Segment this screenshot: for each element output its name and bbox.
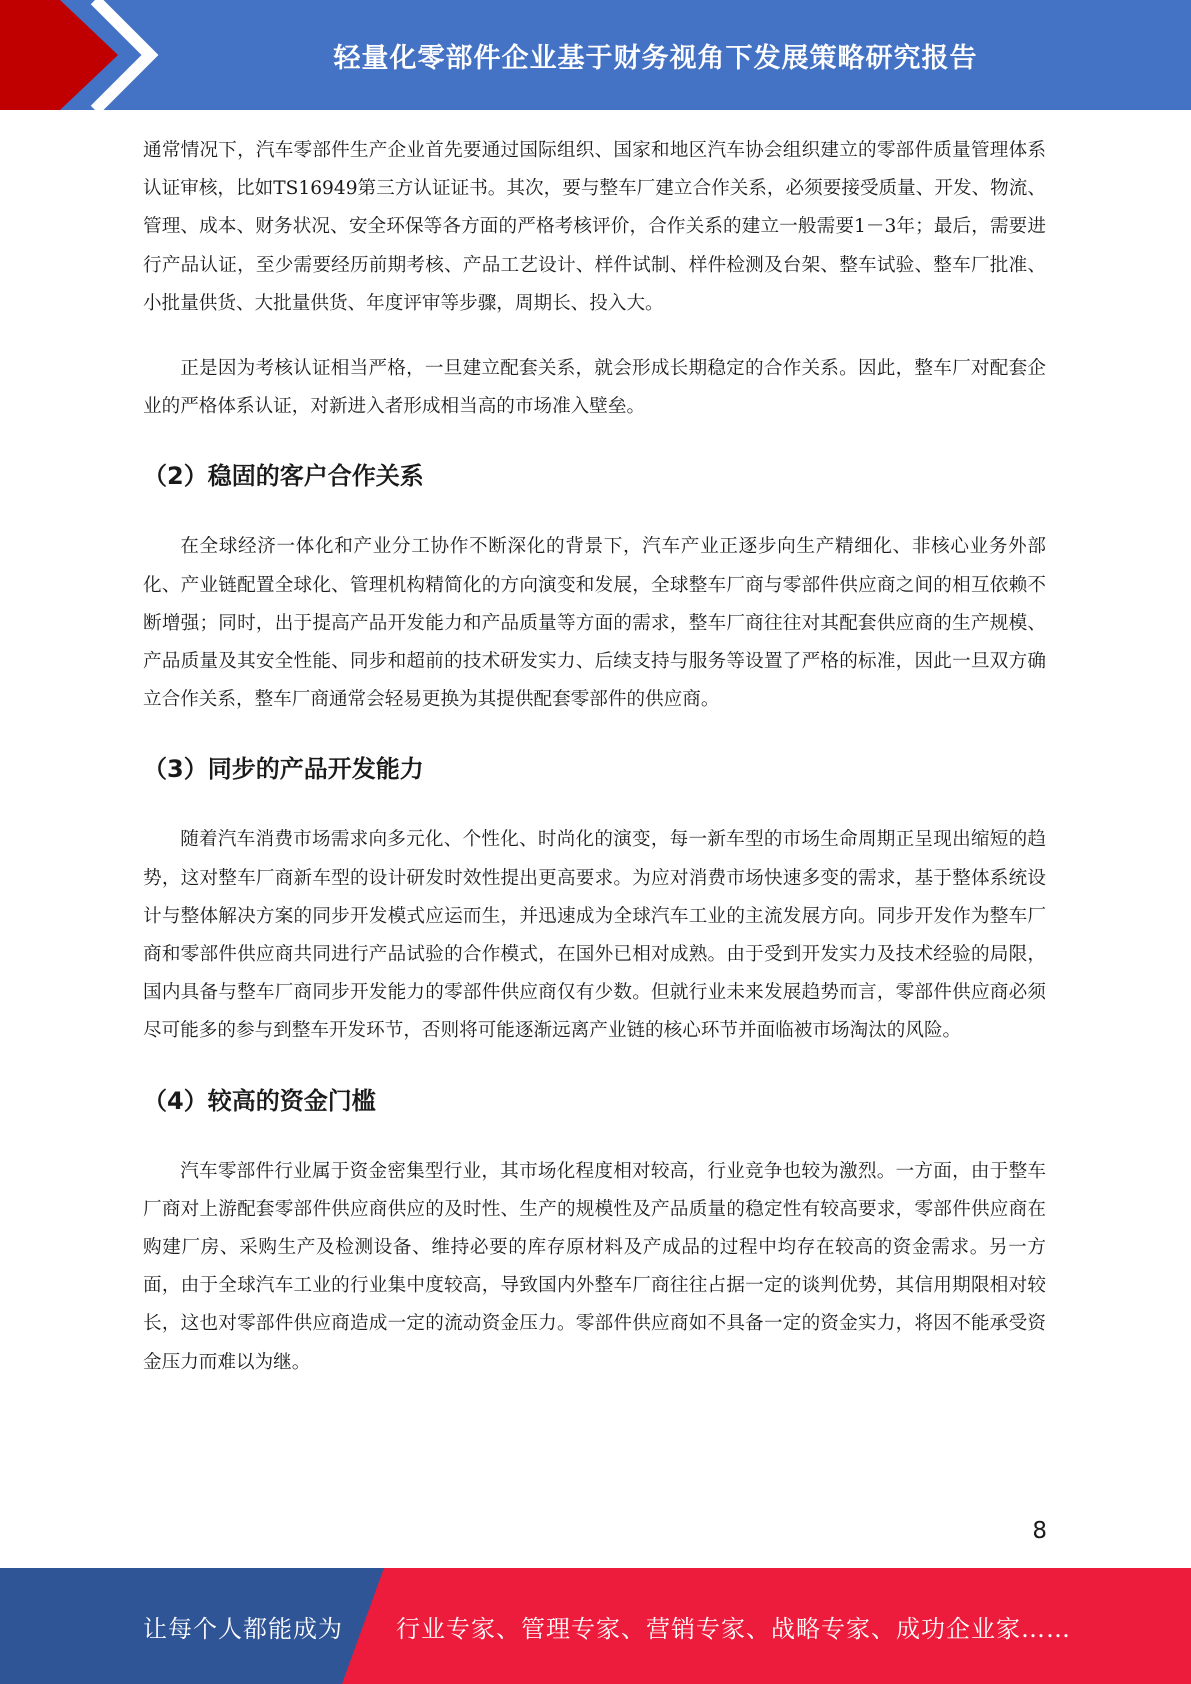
paragraph-barrier: 正是因为考核认证相当严格，一旦建立配套关系，就会形成长期稳定的合作关系。因此，整车厂对配套企业的严格体系认证，对新进入者形成相当高的市场准入壁垒。 [143,358,1046,418]
report-title: 轻量化零部件企业基于财务视角下发展策略研究报告 [333,42,978,74]
section-heading-capital-threshold: （4）较高的资金门槛 [143,1086,376,1115]
page-content [143,132,1046,1382]
page-footer [0,1568,1191,1684]
section-heading-product-development: （3）同步的产品开发能力 [143,755,424,784]
paragraph-capital-threshold: 汽车零部件行业属于资金密集型行业，其市场化程度相对较高，行业竞争也较为激烈。一方面，由于整车厂商对上游配套零部件供应商供应的及时性、生产的规模性及产品质量的稳定性有较高要求，零部件供应商在购建厂房、采购生产及检测设备、维持必要的库存原材料及产成品的过程中均存在较高的资金需求。另一方面，由于全球汽车工业的行业集中度较高，导致国内外整车厂商往往占据一定的谈判优势，其信用期限相对较长，这也对零部件供应商造成一定的流动资金压力。零部件供应商如不具备一定的资金实力，将因不能承受资金压力而难以为继。 [143,1160,1046,1373]
footer-slogan-right: 行业专家、管理专家、营销专家、战略专家、成功企业家…… [396,1614,1071,1643]
red-arrow-shape [0,0,118,110]
section-heading-customer-relationship: （2）稳固的客户合作关系 [143,462,424,491]
paragraph-product-development: 随着汽车消费市场需求向多元化、个性化、时尚化的演变，每一新车型的市场生命周期正呈现出缩短的趋势，这对整车厂商新车型的设计研发时效性提出更高要求。为应对消费市场快速多变的需求，基于整体系统设计与整体解决方案的同步开发模式应运而生，并迅速成为全球汽车工业的主流发展方向。同步开发作为整车厂商和零部件供应商共同进行产品试验的合作模式，在国外已相对成熟。由于受到开发实力及技术经验的局限，国内具备与整车厂商同步开发能力的零部件供应商仅有少数。但就行业未来发展趋势而言，零部件供应商必须尽可能多的参与到整车开发环节，否则将可能逐渐远离产业链的核心环节并面临被市场淘汰的风险。 [143,829,1046,1042]
footer-slogan-left: 让每个人都能成为 [143,1614,343,1643]
paragraph-customer-relationship: 在全球经济一体化和产业分工协作不断深化的背景下，汽车产业正逐步向生产精细化、非核心业务外部化、产业链配置全球化、管理机构精简化的方向演变和发展，全球整车厂商与零部件供应商之间的相互依赖不断增强；同时，出于提高产品开发能力和产品质量等方面的需求，整车厂商往往对其配套供应商的生产规模、产品质量及其安全性能、同步和超前的技术研发实力、后续支持与服务等设置了严格的标准，因此一旦双方确立合作关系，整车厂商通常会轻易更换为其提供配套零部件的供应商。 [143,536,1046,711]
page-header [0,0,1191,110]
paragraph-certification: 通常情况下，汽车零部件生产企业首先要通过国际组织、国家和地区汽车协会组织建立的零部件质量管理体系认证审核，比如TS16949第三方认证证书。其次，要与整车厂建立合作关系，必须要接受质量、开发、物流、管理、成本、财务状况、安全环保等各方面的严格考核评价，合作关系的建立一般需要1－3年；最后，需要进行产品认证，至少需要经历前期考核、产品工艺设计、样件试制、样件检测及台架、整车试验、整车厂批准、小批量供货、大批量供货、年度评审等步骤，周期长、投入大。 [143,140,1046,314]
page-number: 8 [1032,1518,1047,1544]
